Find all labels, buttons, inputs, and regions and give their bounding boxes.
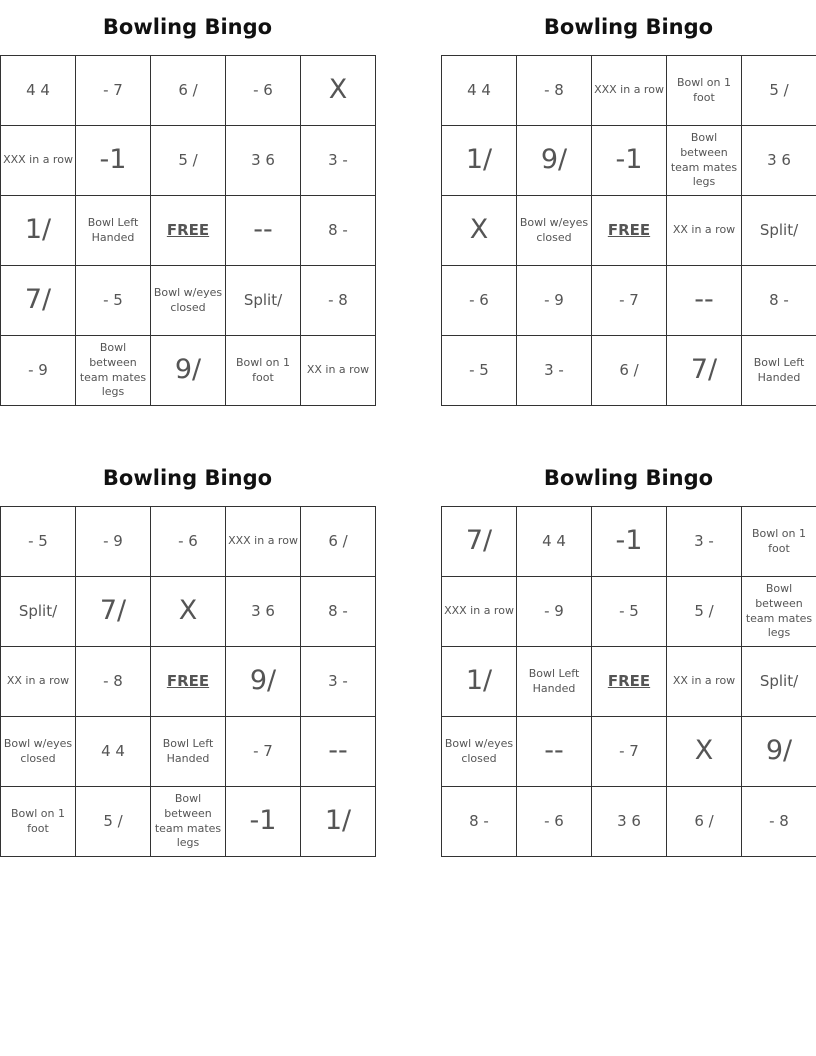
card-title: Bowling Bingo xyxy=(543,466,714,490)
bingo-cell: 7/ xyxy=(1,266,76,336)
free-space-cell: FREE xyxy=(151,196,226,266)
bingo-cell: 7/ xyxy=(76,577,151,647)
bingo-cell: X xyxy=(667,717,742,787)
bingo-cell: 8 - xyxy=(301,196,376,266)
bingo-cell: 5 / xyxy=(742,56,816,126)
bingo-cell: Bowl on 1 foot xyxy=(1,787,76,857)
bingo-card-2 xyxy=(441,0,816,386)
bingo-cell: -- xyxy=(226,196,301,266)
bingo-row xyxy=(1,787,376,857)
bingo-cell: X xyxy=(151,577,226,647)
bingo-cell: 3 - xyxy=(301,647,376,717)
bingo-cell: 6 / xyxy=(151,56,226,126)
bingo-card-4 xyxy=(441,451,816,831)
bingo-cell: 9/ xyxy=(517,126,592,196)
bingo-cell: 5 / xyxy=(151,126,226,196)
bingo-grid xyxy=(441,55,816,406)
bingo-cell: Split/ xyxy=(1,577,76,647)
bingo-row xyxy=(442,266,816,336)
bingo-cell: XXX in a row xyxy=(1,126,76,196)
bingo-cell: 3 6 xyxy=(592,787,667,857)
bingo-cell: Bowl w/eyes closed xyxy=(442,717,517,787)
bingo-cell: - 9 xyxy=(76,507,151,577)
bingo-cell: 1/ xyxy=(442,126,517,196)
bingo-cell: XXX in a row xyxy=(226,507,301,577)
bingo-row xyxy=(442,717,816,787)
bingo-cell: 4 4 xyxy=(442,56,517,126)
bingo-cell: 8 - xyxy=(742,266,816,336)
bingo-cell: -1 xyxy=(592,507,667,577)
bingo-cell: - 6 xyxy=(517,787,592,857)
bingo-cell: X xyxy=(442,196,517,266)
bingo-cell: 1/ xyxy=(1,196,76,266)
bingo-row xyxy=(442,126,816,196)
bingo-cell: Bowl w/eyes closed xyxy=(517,196,592,266)
bingo-cell: - 9 xyxy=(517,577,592,647)
bingo-cell: - 8 xyxy=(76,647,151,717)
bingo-cell: 3 - xyxy=(667,507,742,577)
bingo-cell: 6 / xyxy=(667,787,742,857)
bingo-cell: - 8 xyxy=(301,266,376,336)
free-space-cell: FREE xyxy=(592,196,667,266)
bingo-cell: Bowl between team mates legs xyxy=(76,336,151,406)
bingo-cell: 9/ xyxy=(151,336,226,406)
bingo-cell: Bowl on 1 foot xyxy=(742,507,816,577)
bingo-cell: 6 / xyxy=(301,507,376,577)
bingo-cell: XXX in a row xyxy=(592,56,667,126)
bingo-row xyxy=(442,577,816,647)
bingo-row xyxy=(442,196,816,266)
bingo-row xyxy=(442,507,816,577)
bingo-cell: Split/ xyxy=(742,196,816,266)
bingo-cell: Split/ xyxy=(742,647,816,717)
bingo-row xyxy=(1,507,376,577)
bingo-cell: - 7 xyxy=(592,266,667,336)
bingo-cell: Bowl between team mates legs xyxy=(667,126,742,196)
bingo-cell: 4 4 xyxy=(517,507,592,577)
bingo-cell: 7/ xyxy=(442,507,517,577)
bingo-cell: - 9 xyxy=(517,266,592,336)
bingo-row xyxy=(1,717,376,787)
bingo-cell: 3 6 xyxy=(226,126,301,196)
bingo-cell: - 6 xyxy=(442,266,517,336)
bingo-cell: - 5 xyxy=(1,507,76,577)
bingo-grid xyxy=(0,55,376,406)
bingo-cell: -- xyxy=(667,266,742,336)
bingo-cell: 5 / xyxy=(76,787,151,857)
bingo-cell: 5 / xyxy=(667,577,742,647)
bingo-cell: 3 6 xyxy=(226,577,301,647)
bingo-cell: - 7 xyxy=(592,717,667,787)
bingo-cell: - 5 xyxy=(76,266,151,336)
bingo-cell: - 6 xyxy=(226,56,301,126)
bingo-cell: - 5 xyxy=(442,336,517,406)
bingo-cell: - 6 xyxy=(151,507,226,577)
bingo-card-1 xyxy=(0,0,375,399)
bingo-row xyxy=(1,126,376,196)
bingo-row xyxy=(1,56,376,126)
card-title: Bowling Bingo xyxy=(102,466,273,490)
bingo-cell: X xyxy=(301,56,376,126)
bingo-cell: Bowl between team mates legs xyxy=(151,787,226,857)
bingo-cell: XX in a row xyxy=(667,647,742,717)
bingo-cell: XX in a row xyxy=(1,647,76,717)
bingo-grid xyxy=(0,506,376,857)
bingo-cell: - 8 xyxy=(742,787,816,857)
bingo-cell: - 9 xyxy=(1,336,76,406)
bingo-card-3 xyxy=(0,451,375,850)
bingo-cell: 1/ xyxy=(301,787,376,857)
bingo-row xyxy=(442,647,816,717)
bingo-cell: - 7 xyxy=(226,717,301,787)
bingo-cell: Bowl w/eyes closed xyxy=(151,266,226,336)
bingo-cell: -1 xyxy=(226,787,301,857)
bingo-cell: 8 - xyxy=(442,787,517,857)
free-space-cell: FREE xyxy=(151,647,226,717)
bingo-cell: 6 / xyxy=(592,336,667,406)
bingo-cell: Bowl w/eyes closed xyxy=(1,717,76,787)
bingo-cell: 9/ xyxy=(742,717,816,787)
free-space-cell: FREE xyxy=(592,647,667,717)
bingo-cell: XX in a row xyxy=(667,196,742,266)
bingo-cell: Bowl Left Handed xyxy=(742,336,816,406)
bingo-cell: - 8 xyxy=(517,56,592,126)
bingo-cell: 4 4 xyxy=(1,56,76,126)
bingo-row xyxy=(1,647,376,717)
bingo-cell: 7/ xyxy=(667,336,742,406)
bingo-cell: - 5 xyxy=(592,577,667,647)
bingo-cell: Bowl between team mates legs xyxy=(742,577,816,647)
bingo-cell: -- xyxy=(517,717,592,787)
bingo-row xyxy=(442,336,816,406)
bingo-cell: 3 - xyxy=(517,336,592,406)
bingo-cell: 1/ xyxy=(442,647,517,717)
card-title: Bowling Bingo xyxy=(543,15,714,39)
bingo-row xyxy=(442,787,816,857)
bingo-row xyxy=(1,336,376,406)
bingo-cell: 3 6 xyxy=(742,126,816,196)
bingo-cell: 9/ xyxy=(226,647,301,717)
bingo-cell: - 7 xyxy=(76,56,151,126)
bingo-cell: Bowl Left Handed xyxy=(76,196,151,266)
bingo-cell: 8 - xyxy=(301,577,376,647)
bingo-cell: 4 4 xyxy=(76,717,151,787)
bingo-cell: XXX in a row xyxy=(442,577,517,647)
bingo-cell: Bowl on 1 foot xyxy=(226,336,301,406)
bingo-cell: Bowl on 1 foot xyxy=(667,56,742,126)
bingo-row xyxy=(442,56,816,126)
bingo-cell: -1 xyxy=(76,126,151,196)
card-title: Bowling Bingo xyxy=(102,15,273,39)
bingo-row xyxy=(1,577,376,647)
bingo-row xyxy=(1,266,376,336)
bingo-cell: Bowl Left Handed xyxy=(151,717,226,787)
bingo-cell: Bowl Left Handed xyxy=(517,647,592,717)
bingo-cell: Split/ xyxy=(226,266,301,336)
bingo-cell: -1 xyxy=(592,126,667,196)
bingo-grid xyxy=(441,506,816,857)
bingo-cell: 3 - xyxy=(301,126,376,196)
bingo-cell: XX in a row xyxy=(301,336,376,406)
bingo-cell: -- xyxy=(301,717,376,787)
bingo-row xyxy=(1,196,376,266)
